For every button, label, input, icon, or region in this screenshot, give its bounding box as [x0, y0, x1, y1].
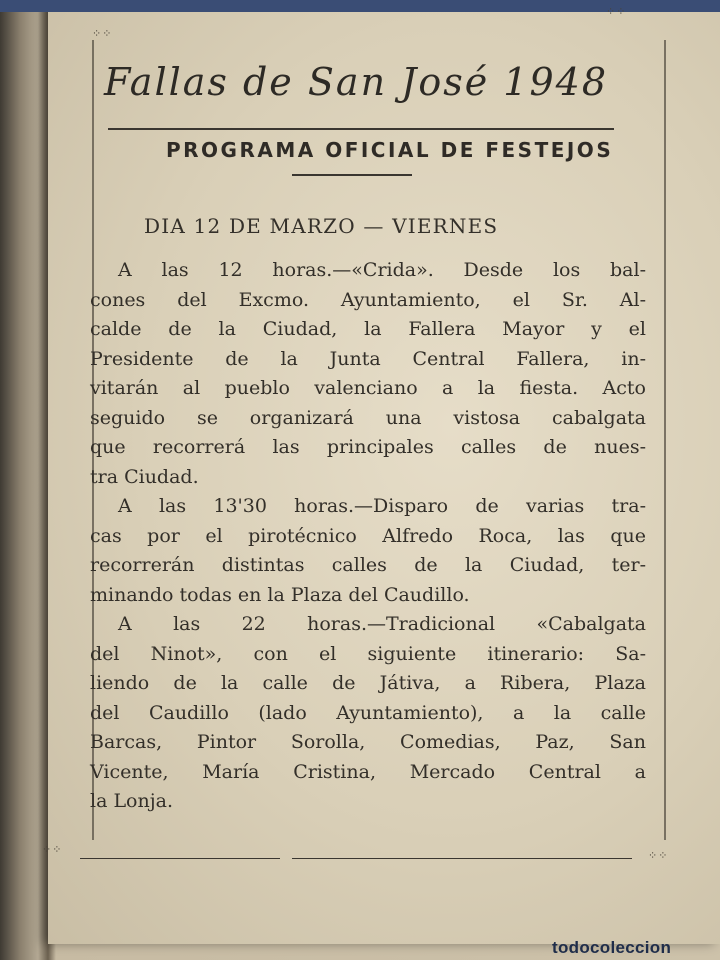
text-line: Barcas, Pintor Sorolla, Comedias, Paz, San	[90, 731, 646, 753]
text-line: cones del Excmo. Ayuntamiento, el Sr. Al-	[90, 288, 646, 311]
footer-rule-left	[80, 858, 280, 859]
page-subtitle: PROGRAMA OFICIAL DE FESTEJOS	[166, 138, 614, 162]
text-line: liendo de la calle de Játiva, a Ribera, Plaza	[90, 672, 646, 694]
text-line: Presidente de la Junta Central Fallera, in-	[90, 347, 646, 370]
text-line: del Ninot», con el siguiente itinerario: Sa-	[90, 642, 646, 665]
text-line: A las 13'30 horas.—Disparo de varias tra-	[118, 495, 646, 517]
title-rule	[108, 128, 614, 130]
corner-ornament-top-left: ⁘⁘	[92, 27, 113, 40]
corner-ornament-top-right: ⁘⁘	[606, 5, 627, 18]
text-line: cas por el pirotécnico Alfredo Roca, las que	[90, 524, 646, 547]
text-line: vitarán al pueblo valenciano a la fiesta. Acto	[90, 377, 646, 399]
text-line: del Caudillo (lado Ayuntamiento), a la calle	[90, 701, 646, 724]
page-title: Fallas de San José 1948	[104, 60, 609, 104]
date-heading: DIA 12 DE MARZO — VIERNES	[144, 214, 499, 238]
footer-rule-right	[292, 858, 632, 859]
watermark: todocoleccion	[552, 938, 672, 957]
text-line: seguido se organizará una vistosa cabalgata	[90, 406, 646, 429]
program-text	[90, 256, 646, 817]
corner-ornament-bottom-right: ⁘⁘	[648, 849, 669, 862]
corner-ornament-bottom-left: ⁘⁘	[42, 843, 63, 856]
text-line: calde de la Ciudad, la Fallera Mayor y el	[90, 318, 646, 340]
text-line: que recorrerá las principales calles de nues-	[90, 436, 646, 458]
text-line: A las 12 horas.—«Crida». Desde los bal-	[118, 259, 646, 281]
page-border-right	[664, 40, 666, 840]
text-line: minando todas en la Plaza del Caudillo.	[90, 583, 470, 606]
text-line: la Lonja.	[90, 790, 173, 812]
text-line: A las 22 horas.—Tradicional «Cabalgata	[118, 613, 646, 635]
text-line: Vicente, María Cristina, Mercado Central a	[90, 760, 646, 783]
subtitle-rule	[292, 174, 412, 176]
text-line: recorrerán distintas calles de la Ciudad, ter-	[90, 554, 646, 576]
text-line: tra Ciudad.	[90, 465, 199, 488]
